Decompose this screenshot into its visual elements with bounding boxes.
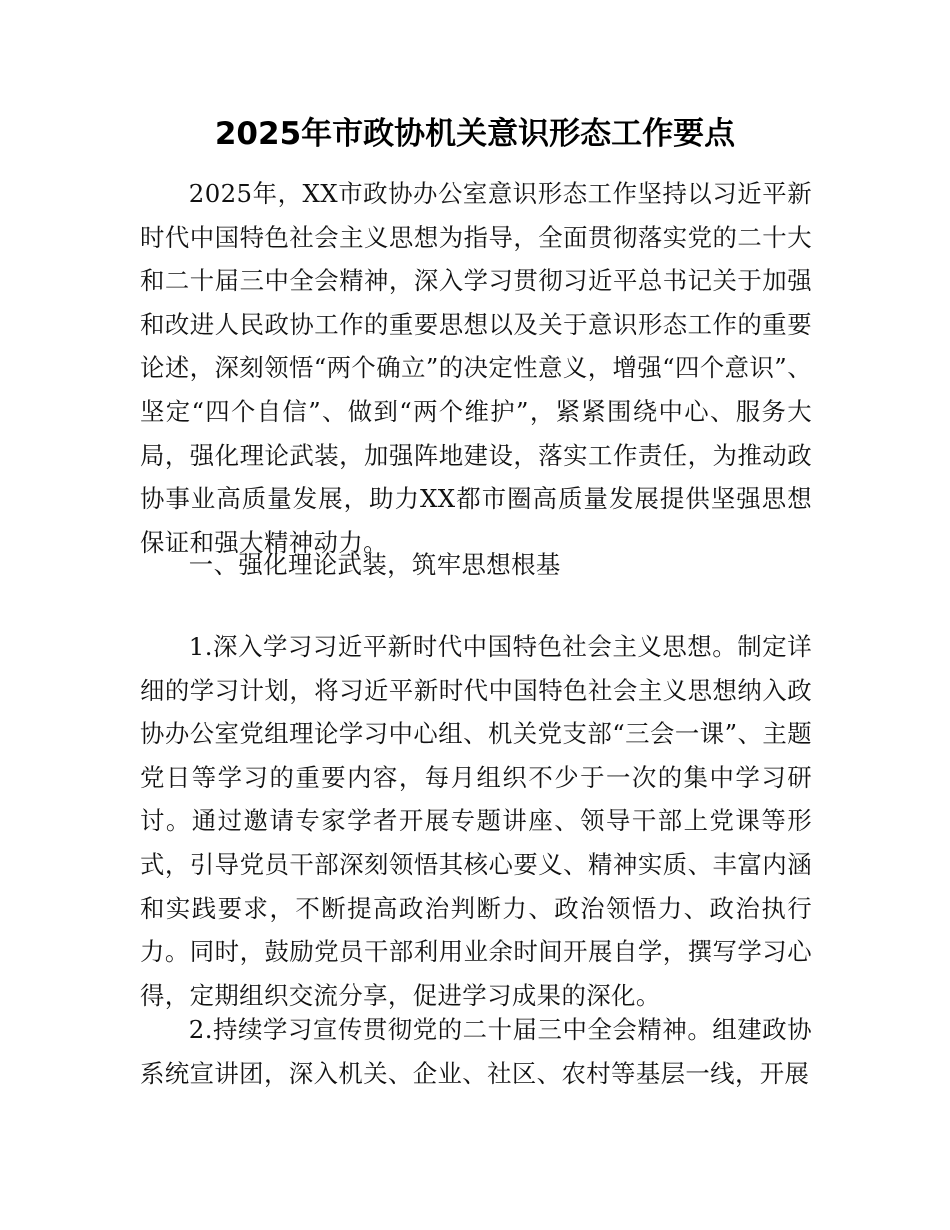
intro-paragraph: 2025年，XX市政协办公室意识形态工作坚持以习近平新时代中国特色社会主义思想为指导，全面贯彻落实党的二十大和二十届三中全会精神，深入学习贯彻习近平总书记关于加强和改进人民政协工作的重要思想以及关于意识形态工作的重要论述，深刻领悟“两个确立”的决定性意义，增强“四个意识”、坚定“四个自信”、做到“两个维护”，紧紧围绕中心、服务大局，强化理论武装，加强阵地建设，落实工作责任，为推动政协事业高质量发展，助力XX都市圈高质量发展提供坚强思想保证和强大精神动力。 (140, 179, 812, 557)
document-title: 2025年市政协机关意识形态工作要点 (214, 116, 736, 152)
section-heading-1: 一、强化理论武装，筑牢思想根基 (188, 550, 561, 579)
item-paragraph-1: 1.深入学习习近平新时代中国特色社会主义思想。制定详细的学习计划，将习近平新时代中国特色社会主义思想纳入政协办公室党组理论学习中心组、机关党支部“三会一课”、主题党日等学习的重要内容，每月组织不少于一次的集中学习研讨。通过邀请专家学者开展专题讲座、领导干部上党课等形式，引导党员干部深刻领悟其核心要义、精神实质、丰富内涵和实践要求，不断提高政治判断力、政治领悟力、政治执行力。同时，鼓励党员干部利用业余时间开展自学，撰写学习心得，定期组织交流分享，促进学习成果的深化。 (140, 632, 812, 1010)
item-paragraph-2: 2.持续学习宣传贯彻党的二十届三中全会精神。组建政协系统宣讲团，深入机关、企业、社区、农村等基层一线，开展 (140, 1015, 812, 1088)
